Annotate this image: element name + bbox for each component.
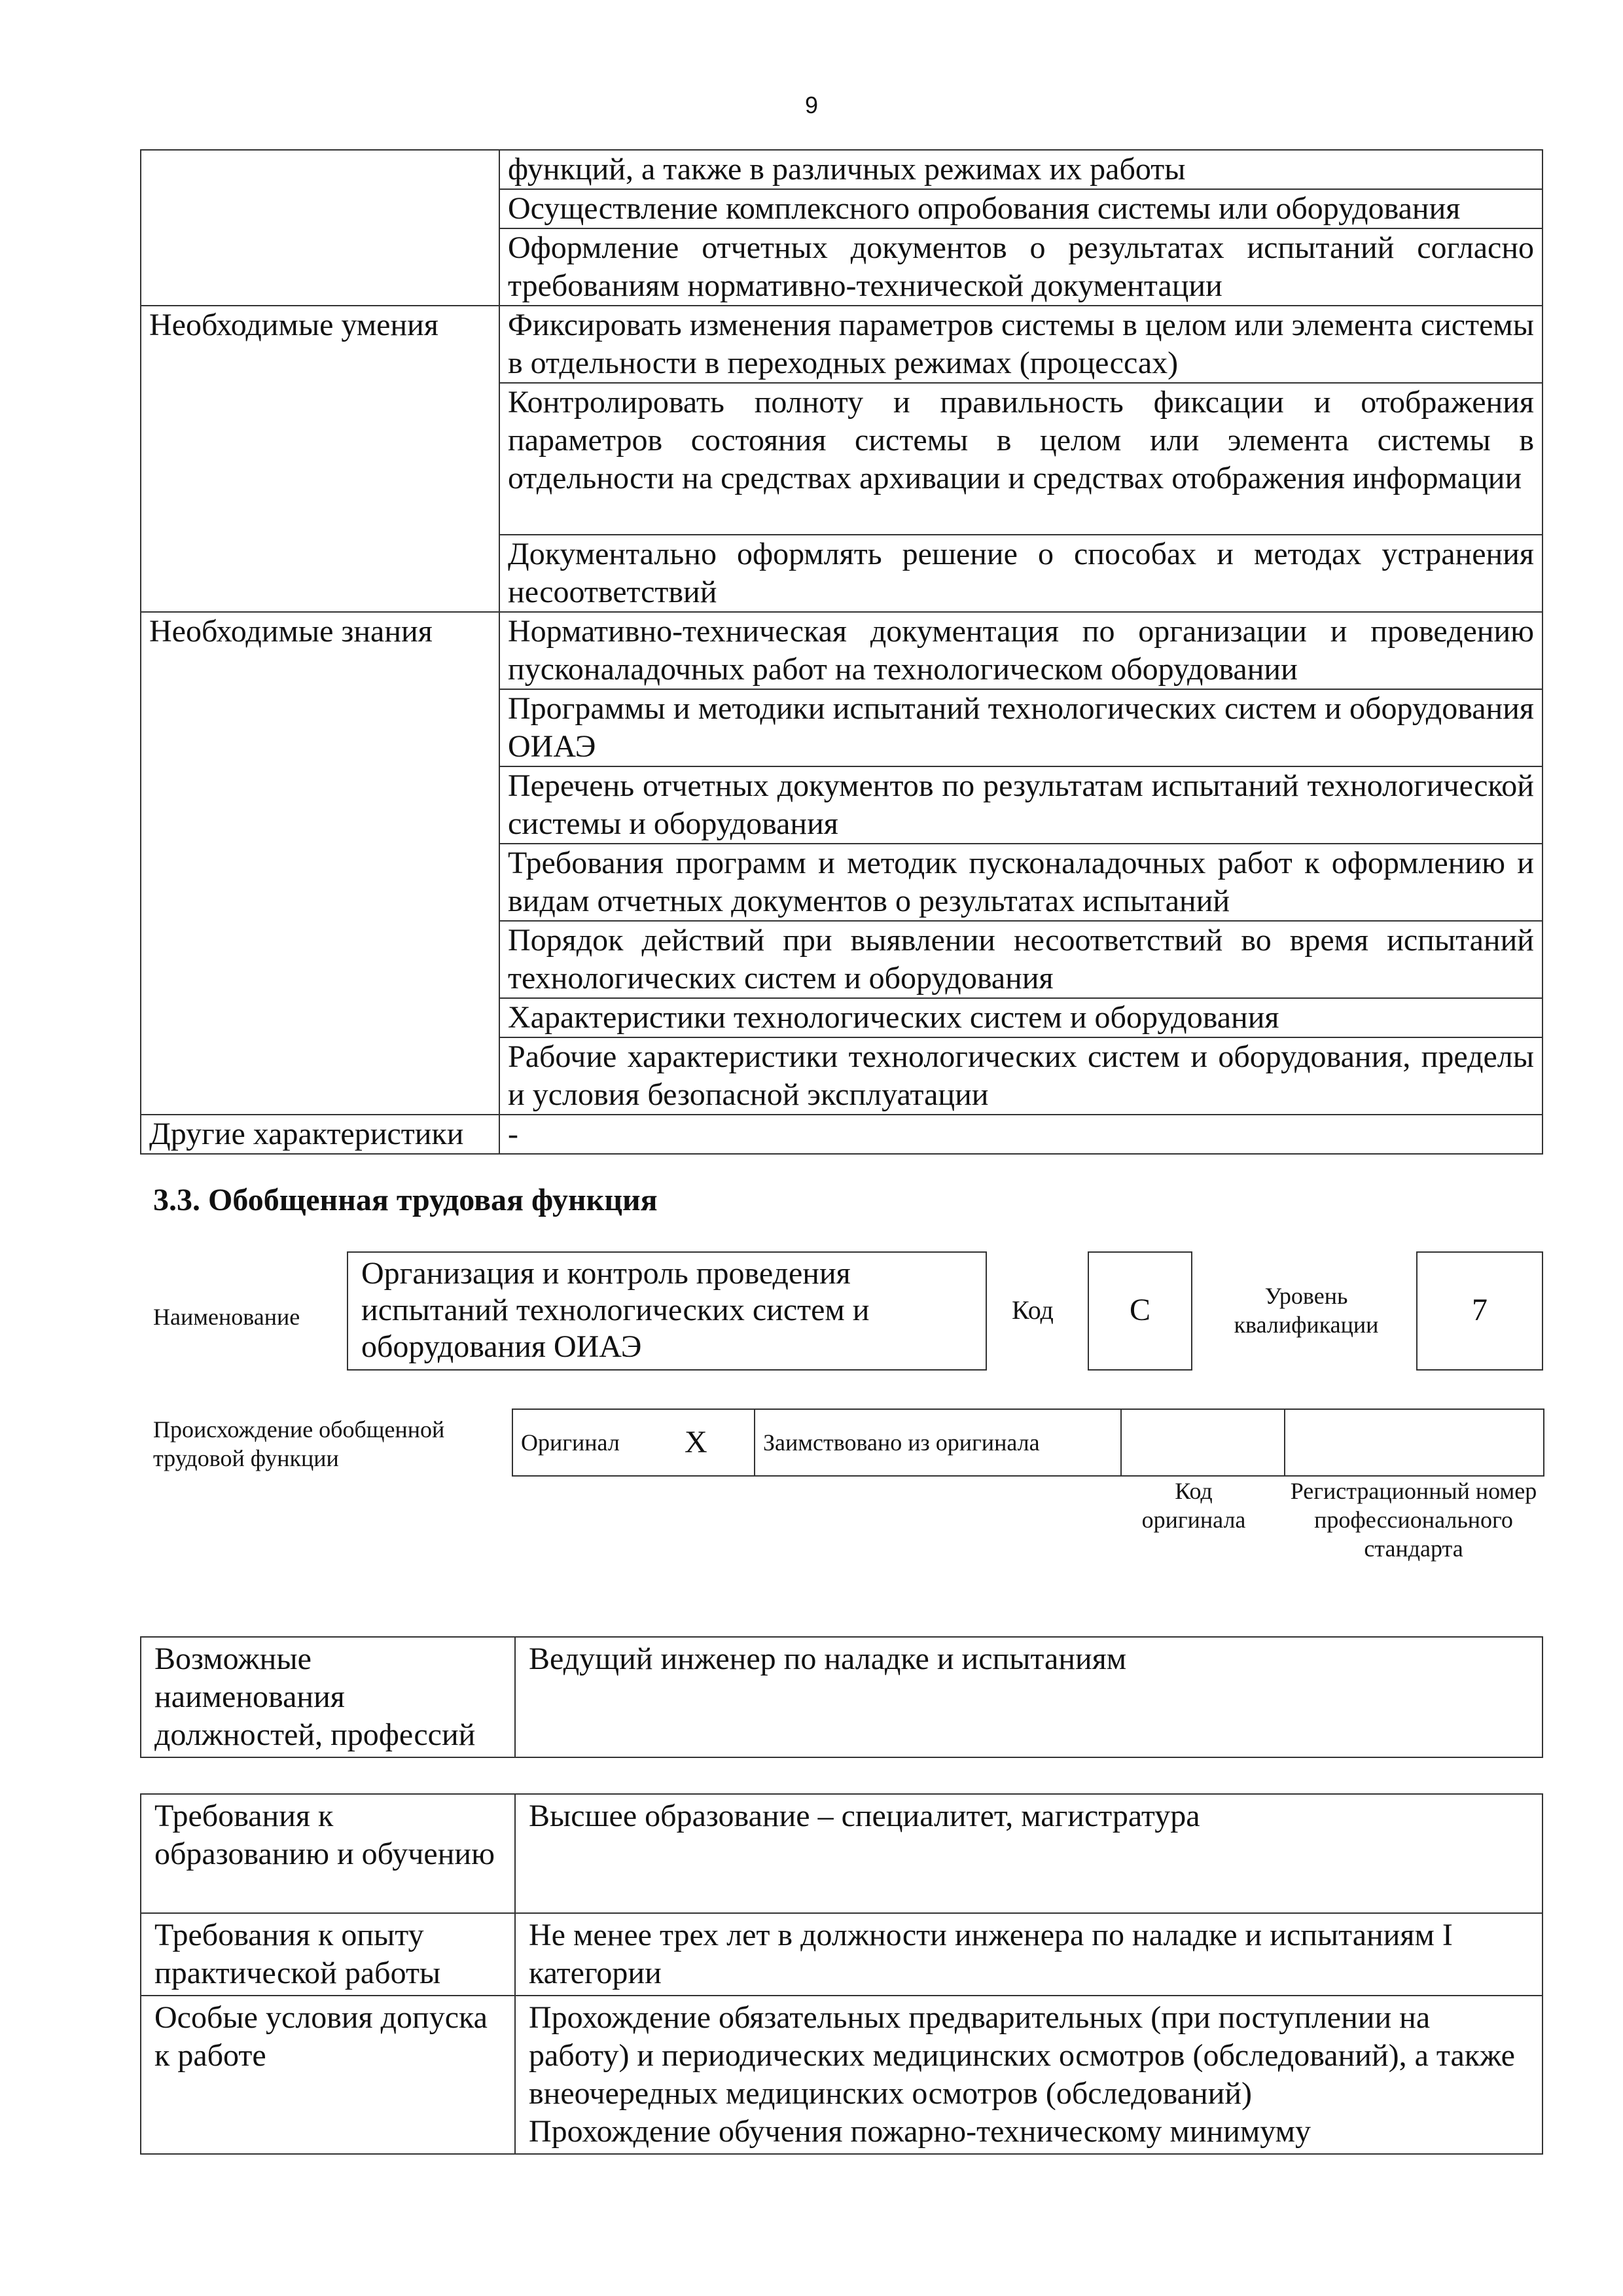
req-admission-line: Прохождение обязательных предварительных (при поступлении на работу) и периодических медицинских осмотров (обследований), а также внеочередных медицинских осмотров (обследований)	[529, 2000, 1515, 2111]
req-admission-line: Прохождение обучения пожарно-техническому минимуму	[529, 2114, 1311, 2149]
origin-borrowed-label: Заимствовано из оригинала	[755, 1409, 1121, 1476]
table-cell: Нормативно-техническая документация по организации и проведению пусконаладочных работ на технологическом оборудовании	[499, 612, 1543, 689]
req-education-label: Требования к образованию и обучению	[141, 1794, 515, 1913]
table-cell: Программы и методики испытаний технологических систем и оборудования ОИАЭ	[499, 689, 1543, 766]
top-table	[140, 149, 1543, 1155]
table-label-other: Другие характеристики	[141, 1115, 499, 1154]
table-cell: Рабочие характеристики технологических систем и оборудования, пределы и условия безопасной эксплуатации	[499, 1037, 1543, 1115]
origin-label: Происхождение обобщенной трудовой функции	[153, 1416, 445, 1471]
requirements-table	[140, 1793, 1543, 2155]
table-cell: Осуществление комплексного опробования системы или оборудования	[499, 189, 1543, 228]
table-label-skills: Необходимые умения	[141, 306, 499, 612]
origin-code-caption: Код оригинала	[1141, 1478, 1246, 1533]
page-number: 9	[804, 92, 819, 118]
positions-value: Ведущий инженер по наладке и испытаниям	[515, 1637, 1543, 1757]
table-cell: -	[499, 1115, 1543, 1154]
origin-original-mark: X	[685, 1425, 707, 1460]
table-label-cell	[141, 150, 499, 306]
origin-reg-caption: Регистрационный номер профессионального стандарта	[1290, 1478, 1537, 1562]
origin-original-label: Оригинал	[521, 1429, 620, 1456]
table-cell: Порядок действий при выявлении несоответствий во время испытаний технологических систем и оборудования	[499, 921, 1543, 998]
section-title: 3.3. Обобщенная трудовая функция	[153, 1183, 658, 1217]
origin-table	[512, 1408, 1544, 1477]
code-label: Код	[1012, 1295, 1054, 1325]
name-label: Наименование	[153, 1304, 300, 1330]
table-cell: Документально оформлять решение о способах и методах устранения несоответствий	[499, 535, 1543, 612]
positions-table	[140, 1636, 1543, 1758]
req-admission-value	[515, 1996, 1543, 2154]
level-label: Уровень квалификации	[1234, 1283, 1379, 1338]
origin-code-cell	[1121, 1409, 1285, 1476]
origin-original-cell	[512, 1409, 755, 1476]
origin-reg-cell	[1285, 1409, 1544, 1476]
table-cell: Требования программ и методик пусконаладочных работ к оформлению и видам отчетных документов о результатах испытаний	[499, 844, 1543, 921]
table-cell: Перечень отчетных документов по результатам испытаний технологической системы и оборудования	[499, 766, 1543, 844]
req-experience-value: Не менее трех лет в должности инженера по наладке и испытаниям I категории	[515, 1913, 1543, 1996]
code-value: C	[1088, 1251, 1192, 1371]
table-cell: Характеристики технологических систем и оборудования	[499, 998, 1543, 1037]
table-cell: Оформление отчетных документов о результатах испытаний согласно требованиям нормативно-технической документации	[499, 228, 1543, 306]
table-cell: Фиксировать изменения параметров системы в целом или элемента системы в отдельности в переходных режимах (процессах)	[499, 306, 1543, 383]
req-admission-label: Особые условия допуска к работе	[141, 1996, 515, 2154]
table-cell: функций, а также в различных режимах их работы	[499, 150, 1543, 189]
positions-label: Возможные наименования должностей, профессий	[141, 1637, 515, 1757]
level-value: 7	[1416, 1251, 1543, 1371]
req-education-value: Высшее образование – специалитет, магистратура	[515, 1794, 1543, 1913]
table-label-knowledge: Необходимые знания	[141, 612, 499, 1115]
table-cell: Контролировать полноту и правильность фиксации и отображения параметров состояния системы в целом или элемента системы в отдельности на средствах архивации и средствах отображения информации	[499, 383, 1543, 535]
req-experience-label: Требования к опыту практической работы	[141, 1913, 515, 1996]
function-name-value: Организация и контроль проведения испытаний технологических систем и оборудования ОИАЭ	[347, 1251, 987, 1371]
